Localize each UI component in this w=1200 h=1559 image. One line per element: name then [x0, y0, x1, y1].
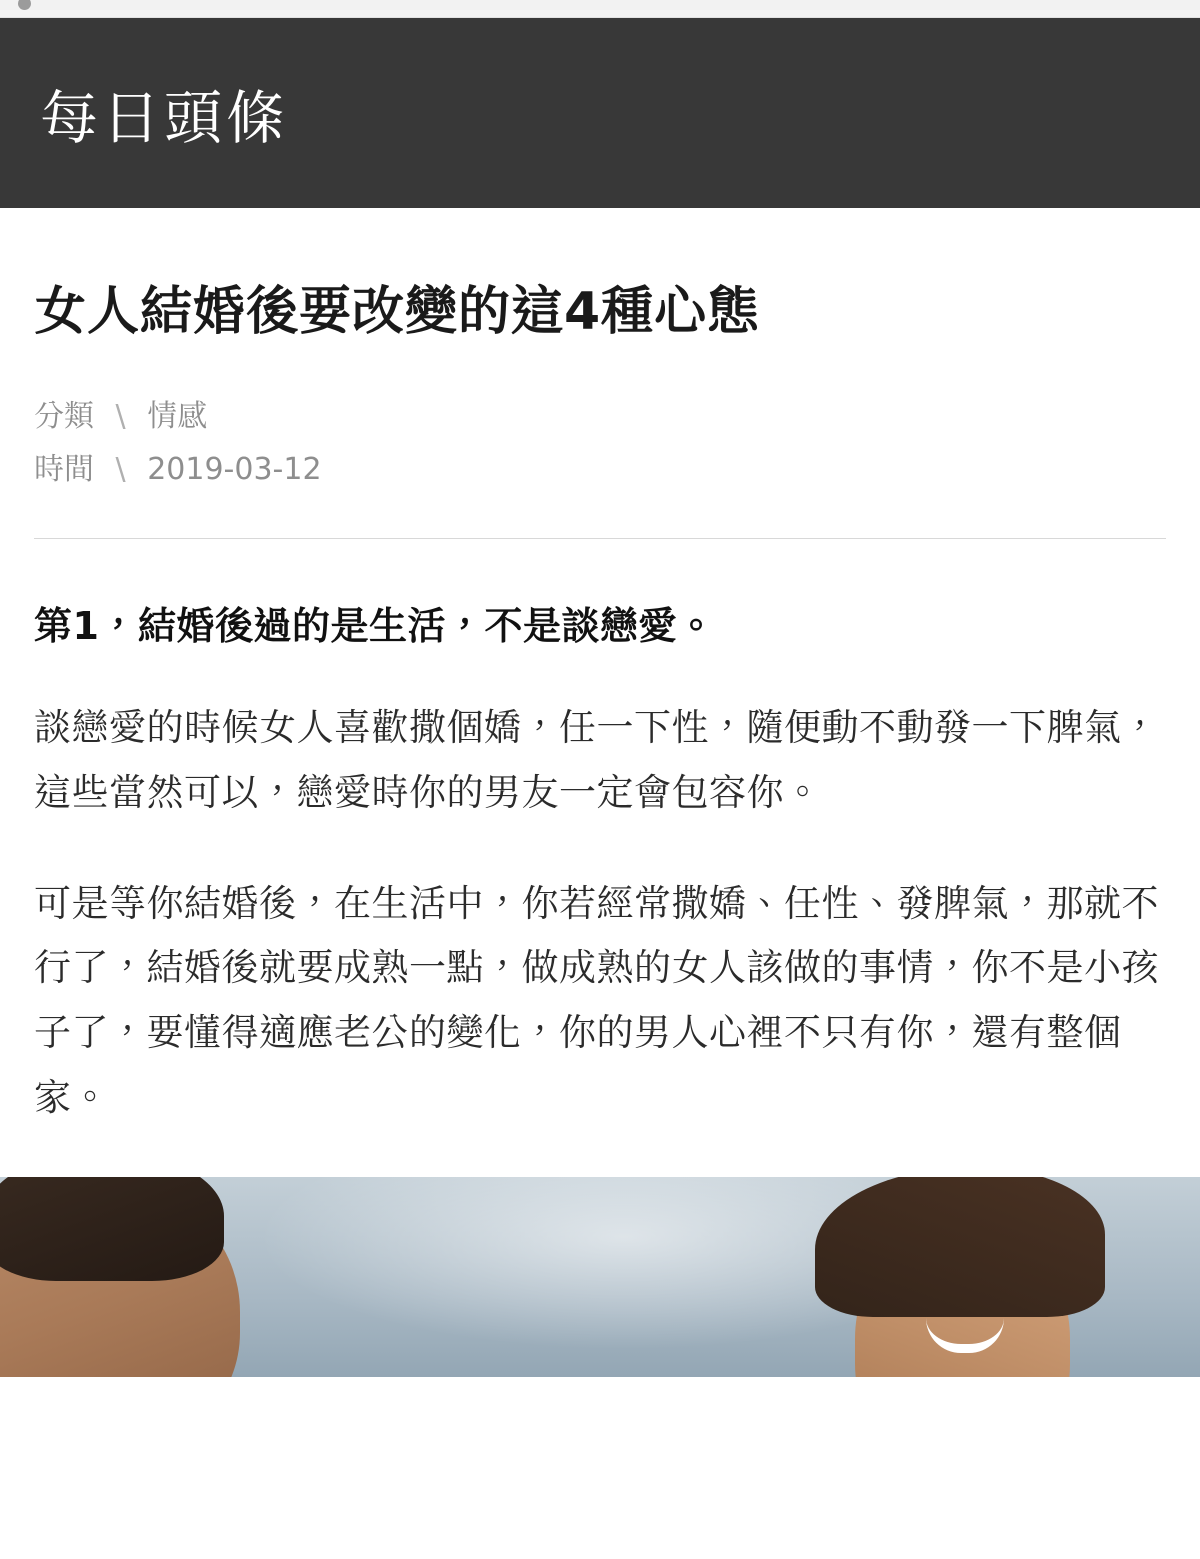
- page-title: 女人結婚後要改變的這4種心態: [34, 282, 761, 342]
- article-paragraph-1: 談戀愛的時候女人喜歡撒個嬌，任一下性，隨便動不動發一下脾氣，這些當然可以，戀愛時你的男友一定會包容你。: [34, 706, 1159, 814]
- meta-time-value: 2019-03-12: [147, 451, 322, 487]
- meta-separator-2: \: [115, 451, 126, 487]
- article-meta: [34, 391, 1166, 496]
- meta-separator: \: [115, 399, 126, 434]
- circle-icon: [18, 0, 31, 10]
- article-paragraph-2: 可是等你結婚後，在生活中，你若經常撒嬌、任性、發脾氣，那就不行了，結婚後就要成熟一點，做成熟的女人該做的事情，你不是小孩子了，要懂得適應老公的變化，你的男人心裡不只有你，還有整個家。: [34, 881, 1159, 1119]
- meta-category-row: [34, 391, 1166, 444]
- article-image: [0, 1177, 1200, 1377]
- status-bar: [0, 0, 1200, 18]
- site-logo[interactable]: 每日頭條: [40, 84, 289, 152]
- article-body: [0, 280, 1200, 1131]
- meta-category-value[interactable]: 情感: [147, 399, 208, 434]
- meta-category-label: 分類: [34, 399, 94, 434]
- image-man-hair: [0, 1177, 224, 1281]
- site-header: [0, 18, 1200, 208]
- image-woman-hair-front: [815, 1177, 1105, 1317]
- divider: [34, 538, 1166, 539]
- meta-time-row: [34, 444, 1166, 497]
- section-heading: 第1，結婚後過的是生活，不是談戀愛。: [34, 604, 716, 648]
- meta-time-label: 時間: [34, 451, 94, 487]
